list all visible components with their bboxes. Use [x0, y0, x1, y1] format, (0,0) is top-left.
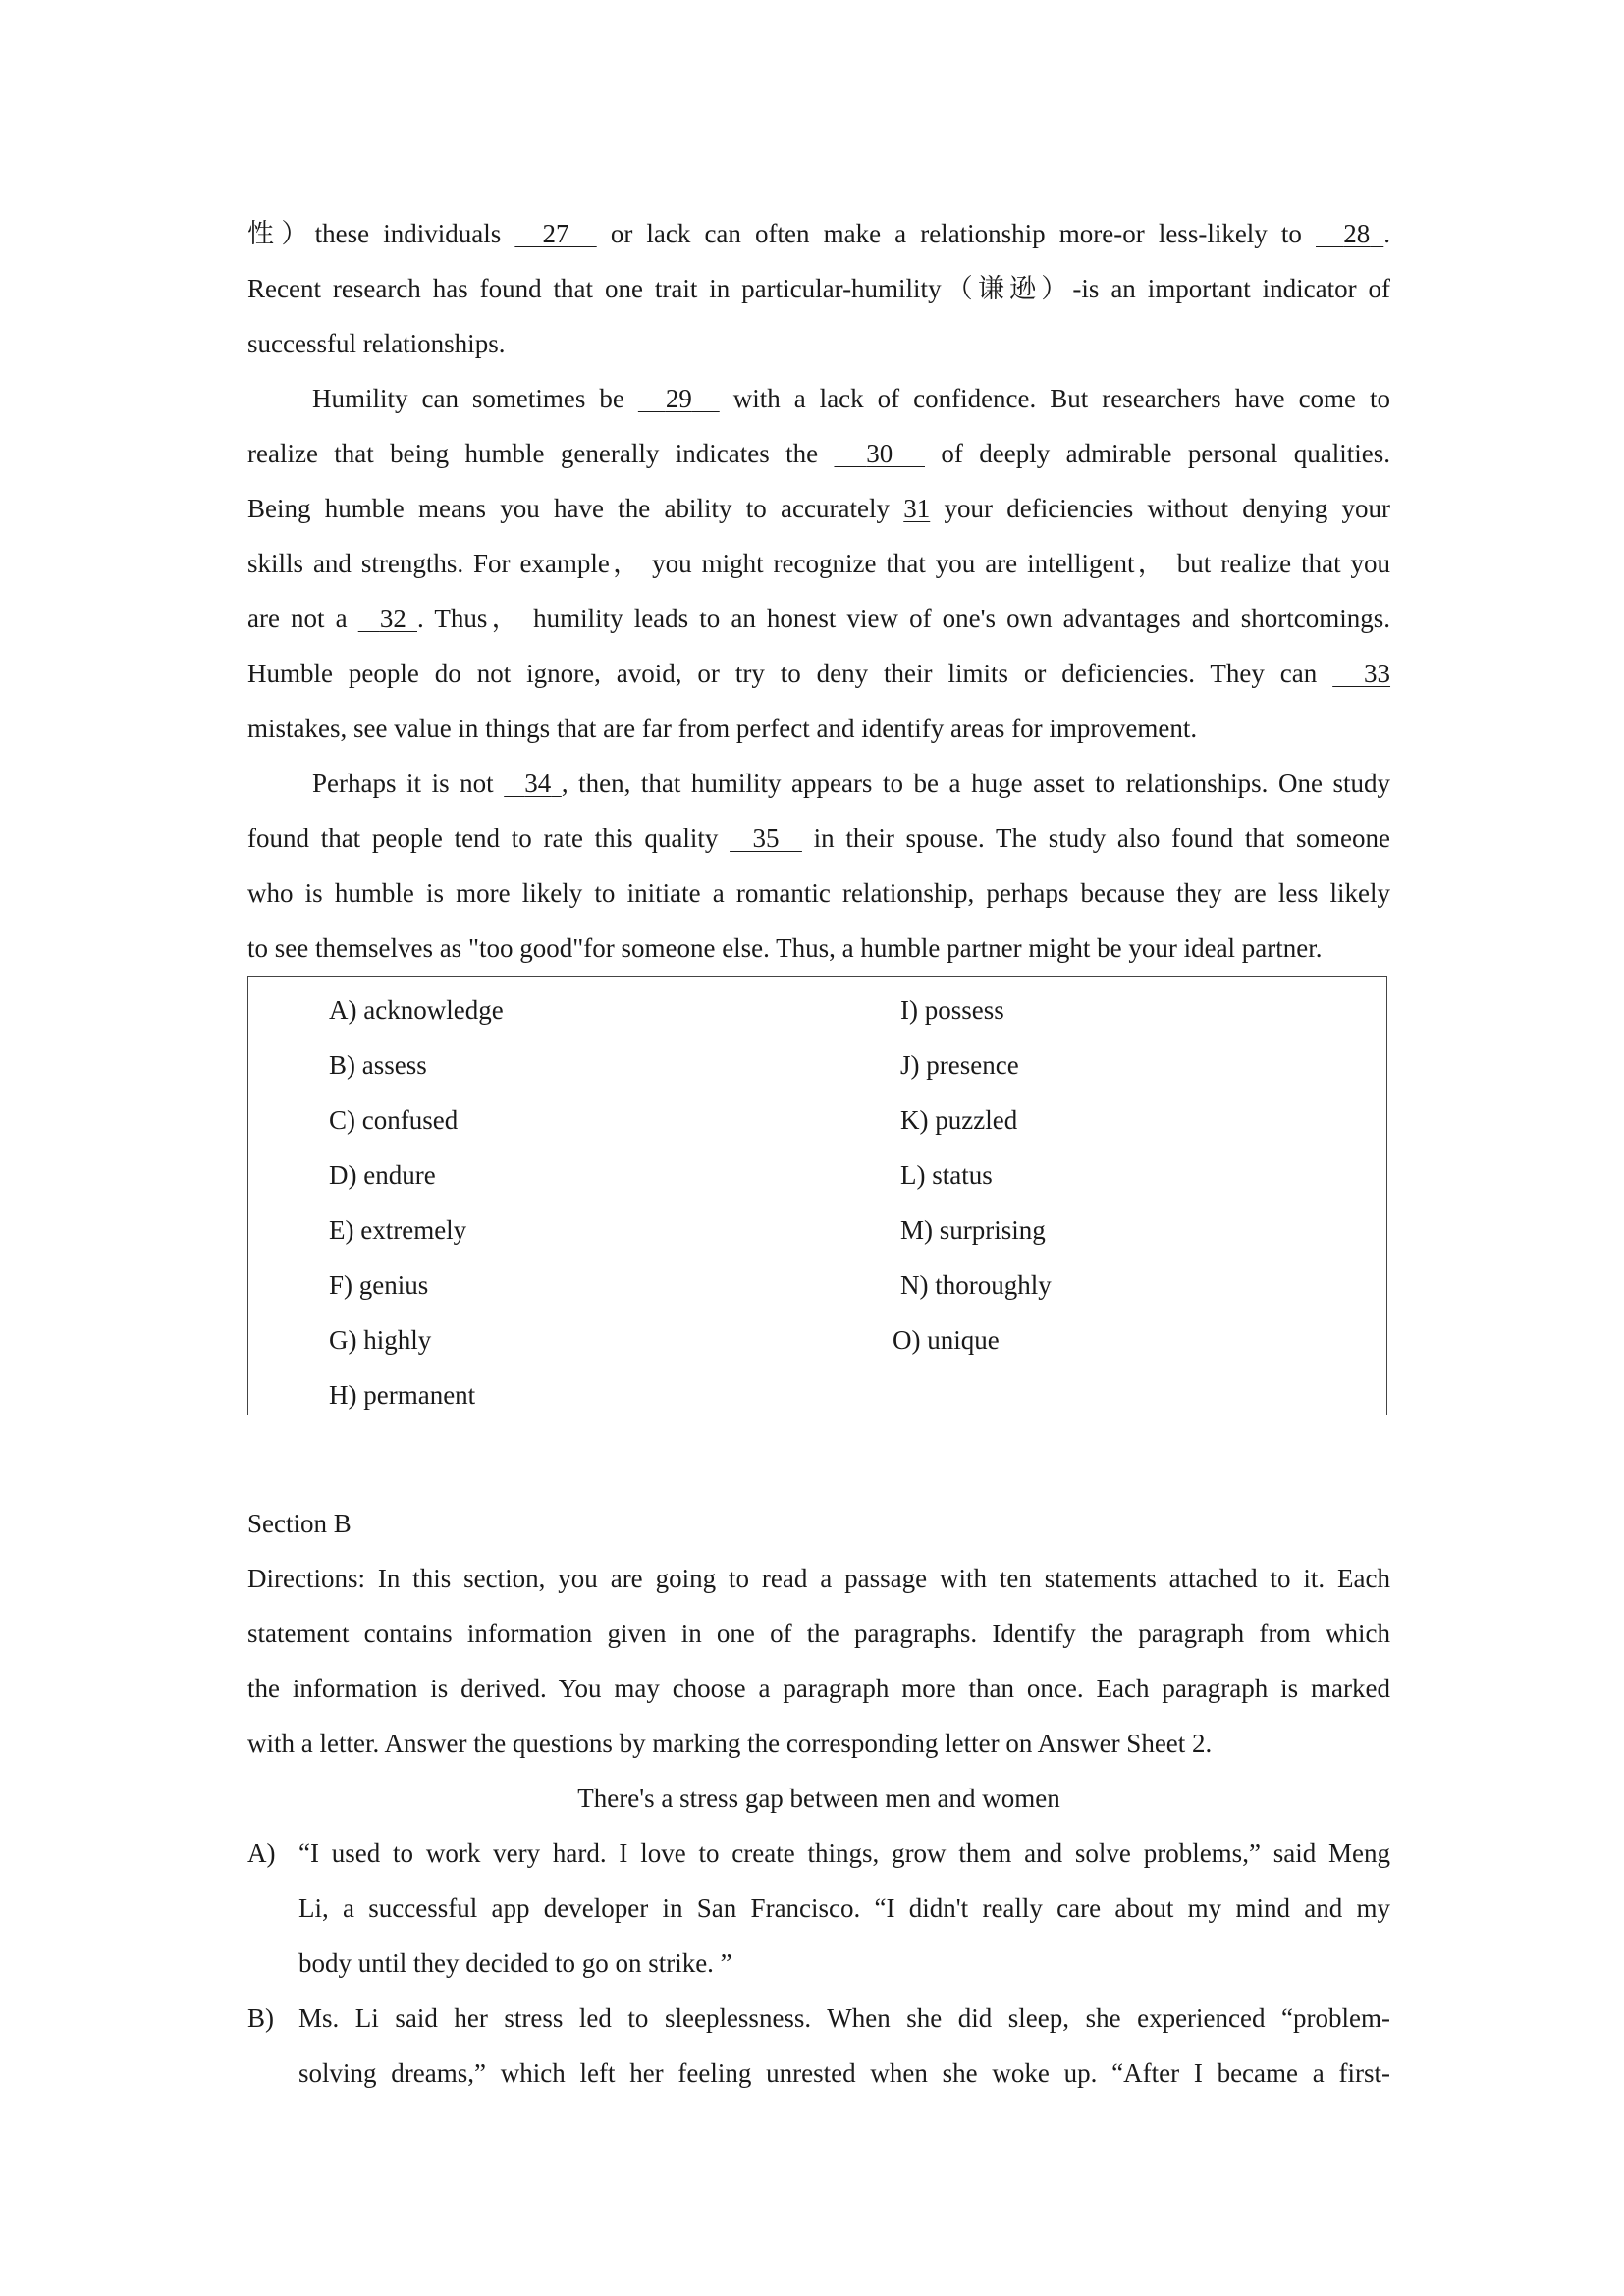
blank-29: 29: [665, 384, 692, 413]
word-option: I) possess: [900, 995, 1004, 1025]
paragraph-a: [247, 1826, 1390, 1991]
directions-line-4: with a letter. Answer the questions by marking the corresponding letter on Answer Sheet 2.: [247, 1729, 1213, 1758]
word-bank-right-column: [893, 983, 1052, 1367]
word-option: J) presence: [900, 1050, 1019, 1080]
blank-31: 31: [903, 494, 931, 523]
word-option: N) thoroughly: [900, 1270, 1052, 1300]
paragraph-b: [247, 1991, 1390, 2101]
p2-line-4: skills and strengths. For example， you might recognize that you are intelligent， but realize that you: [247, 549, 1390, 578]
blank-28: 28: [1343, 219, 1371, 248]
directions-line-1: Directions: In this section, you are going to read a passage with ten statements attached to it. Each: [247, 1564, 1390, 1593]
p2-line-2: realize that being humble generally indicates the 30 of deeply admirable personal qualities.: [247, 439, 1391, 468]
p3-line-1: Perhaps it is not 34 , then, that humility appears to be a huge asset to relationships. One study: [312, 769, 1391, 798]
p1-line-1: 性）these individuals 27 or lack can often make a relationship more-or less-likely to 28 .: [247, 219, 1391, 248]
section-b-heading: Section B: [247, 1509, 352, 1538]
paragraph-tag: B): [247, 2003, 274, 2033]
p2-line-1: Humility can sometimes be 29 with a lack of confidence. But researchers have come to: [312, 384, 1391, 413]
word-option: B) assess: [329, 1050, 427, 1080]
document-page: [247, 206, 1390, 2101]
blank-35: 35: [752, 824, 780, 853]
paragraph-line: Ms. Li said her stress led to sleeplessness. When she did sleep, she experienced “problem-: [298, 2003, 1390, 2033]
word-bank-left-column: [329, 983, 504, 1422]
directions-line-3: the information is derived. You may choose a paragraph more than once. Each paragraph is marked: [247, 1674, 1390, 1703]
passage-title: There's a stress gap between men and women: [577, 1784, 1060, 1813]
p2-line-3: Being humble means you have the ability to accurately 31 your deficiencies without denying your: [247, 494, 1391, 523]
directions-line-2: statement contains information given in one of the paragraphs. Identify the paragraph from which: [247, 1619, 1390, 1648]
word-option: G) highly: [329, 1325, 432, 1355]
word-option: M) surprising: [900, 1215, 1046, 1245]
p3-line-3: who is humble is more likely to initiate a romantic relationship, perhaps because they are less likely: [247, 879, 1390, 908]
paragraph-line: body until they decided to go on strike. ”: [298, 1949, 732, 1978]
p1-line-3: successful relationships.: [247, 329, 506, 358]
p2-line-6: Humble people do not ignore, avoid, or try to deny their limits or deficiencies. They can 33: [247, 659, 1391, 688]
p2-line-7: mistakes, see value in things that are far from perfect and identify areas for improvement.: [247, 714, 1198, 743]
word-option: O) unique: [893, 1325, 1000, 1355]
blank-34: 34: [524, 769, 552, 798]
word-option: E) extremely: [329, 1215, 467, 1245]
blank-33: 33: [1364, 659, 1391, 688]
blank-32: 32: [379, 604, 406, 633]
word-option: D) endure: [329, 1160, 436, 1190]
word-option: F) genius: [329, 1270, 429, 1300]
p3-line-4: to see themselves as "too good"for someone else. Thus, a humble partner might be your ideal partner.: [247, 934, 1323, 963]
word-option: C) confused: [329, 1105, 459, 1135]
blank-30: 30: [866, 439, 893, 468]
paragraph-line: solving dreams,” which left her feeling unrested when she woke up. “After I became a first-: [298, 2058, 1390, 2088]
p2-line-5: are not a 32 . Thus， humility leads to an honest view of one's own advantages and shortcomings.: [247, 604, 1391, 633]
word-option: A) acknowledge: [329, 995, 504, 1025]
p1-line-2: Recent research has found that one trait in particular-humility（谦逊）-is an important indicator of: [247, 274, 1390, 303]
paragraph-line: Li, a successful app developer in San Francisco. “I didn't really care about my mind and my: [298, 1894, 1390, 1923]
blank-27: 27: [542, 219, 569, 248]
word-option: H) permanent: [329, 1380, 476, 1410]
paragraph-line: “I used to work very hard. I love to create things, grow them and solve problems,” said Meng: [298, 1839, 1390, 1868]
p3-line-2: found that people tend to rate this quality 35 in their spouse. The study also found that someone: [247, 824, 1390, 853]
word-option: K) puzzled: [900, 1105, 1018, 1135]
word-bank-box: [247, 976, 1387, 1415]
word-option: L) status: [900, 1160, 993, 1190]
paragraph-tag: A): [247, 1839, 276, 1868]
